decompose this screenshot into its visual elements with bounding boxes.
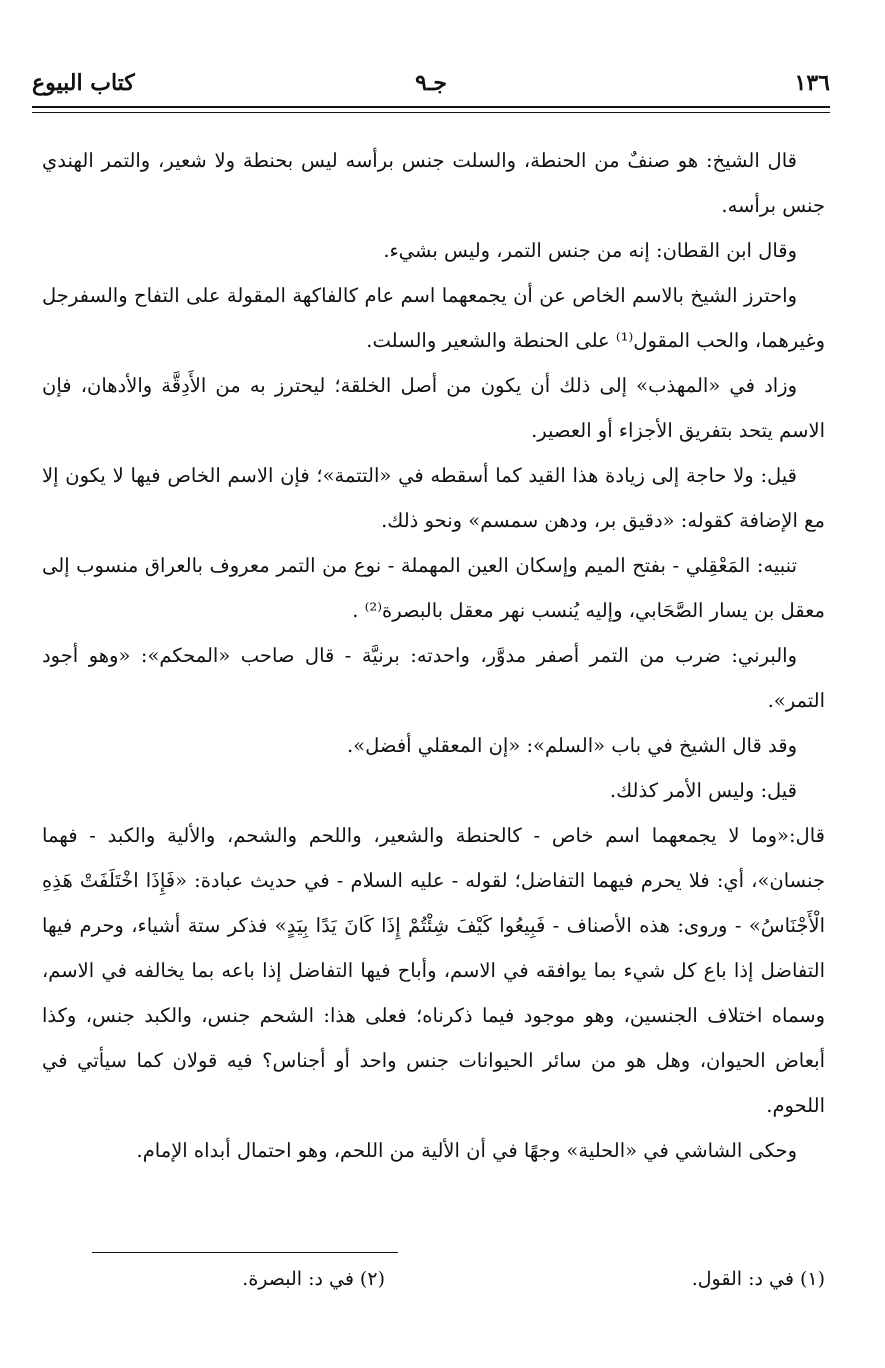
paragraph: وزاد في «المهذب» إلى ذلك أن يكون من أصل الخلقة؛ ليحترز به من الأَدِقَّة والأدهان، فإن الاسم يتحد بتفريق الأجزاء أو العصير. xyxy=(42,374,825,442)
paragraph: قال الشيخ: هو صنفٌ من الحنطة، والسلت جنس برأسه ليس بحنطة ولا شعير، والتمر الهندي جنس برأسه. xyxy=(42,149,825,217)
footnote-rule xyxy=(92,1252,398,1253)
volume-label: جـ٩ xyxy=(415,70,447,96)
header-rule-thin xyxy=(32,112,830,113)
book-title: كتاب البيوع xyxy=(32,70,135,96)
paragraph: تنبيه: المَعْقِلي - بفتح الميم وإسكان العين المهملة - نوع من التمر معروف بالعراق منسوب إلى معقل بن يسار الصَّحَابي، وإليه يُنسب نهر معقل بالبصرة⁽²⁾ . xyxy=(42,554,825,622)
footnote-2: (٢) في د: البصرة. xyxy=(242,1268,385,1290)
running-header xyxy=(32,70,830,104)
paragraph: وحكى الشاشي في «الحلية» وجهًا في أن الألية من اللحم، وهو احتمال أبداه الإمام. xyxy=(136,1139,797,1162)
paragraph: قال:«وما لا يجمعهما اسم خاص - كالحنطة والشعير، واللحم والشحم، والألية والكبد - فهما جنسان»، أي: فلا يحرم فيهما التفاضل؛ لقوله - عليه السلام - في حديث عبادة: «فَإِذَا اخْتَلَفَتْ هَذِهِ الْأَجْنَاسُ» - وروى: هذه الأصناف - فَبِيعُوا كَيْفَ شِئْتُمْ إِذَا كَانَ يَدًا بِيَدٍ» فذكر ستة أشياء، وحرم فيها التفاضل إذا باع كل شيء بما يوافقه في الاسم، وأباح فيها التفاضل إذا باعه بما يخالفه في الاسم، وسماه اختلاف الجنسين، وهو موجود فيما ذكرناه؛ فعلى هذا: الشحم جنس، والكبد جنس، وكذا أبعاض الحيوان، وهل هو من سائر الحيوانات جنس واحد أو أجناس؟ فيه قولان كما سيأتي في اللحوم. xyxy=(42,824,825,1117)
paragraph: وقد قال الشيخ في باب «السلم»: «إن المعقلي أفضل». xyxy=(347,734,797,757)
body-text xyxy=(42,138,825,1173)
footnote-1: (١) في د: القول. xyxy=(691,1268,825,1290)
footnotes xyxy=(60,1268,825,1298)
paragraph: والبرني: ضرب من التمر أصفر مدوَّر، واحدته: برنيَّة - قال صاحب «المحكم»: «وهو أجود التمر». xyxy=(42,644,825,712)
paragraph: وقال ابن القطان: إنه من جنس التمر، وليس بشيء. xyxy=(383,239,797,262)
paragraph: قيل: ولا حاجة إلى زيادة هذا القيد كما أسقطه في «التتمة»؛ فإن الاسم الخاص فيها لا يكون إلا مع الإضافة كقوله: «دقيق بر، ودهن سمسم» ونحو ذلك. xyxy=(42,464,825,532)
page-number: ١٣٦ xyxy=(794,70,830,96)
header-rule xyxy=(32,106,830,108)
paragraph: قيل: وليس الأمر كذلك. xyxy=(609,779,797,802)
paragraph: واحترز الشيخ بالاسم الخاص عن أن يجمعهما اسم عام كالفاكهة المقولة على التفاح والسفرجل وغيرهما، والحب المقول⁽¹⁾ على الحنطة والشعير والسلت. xyxy=(42,284,825,352)
